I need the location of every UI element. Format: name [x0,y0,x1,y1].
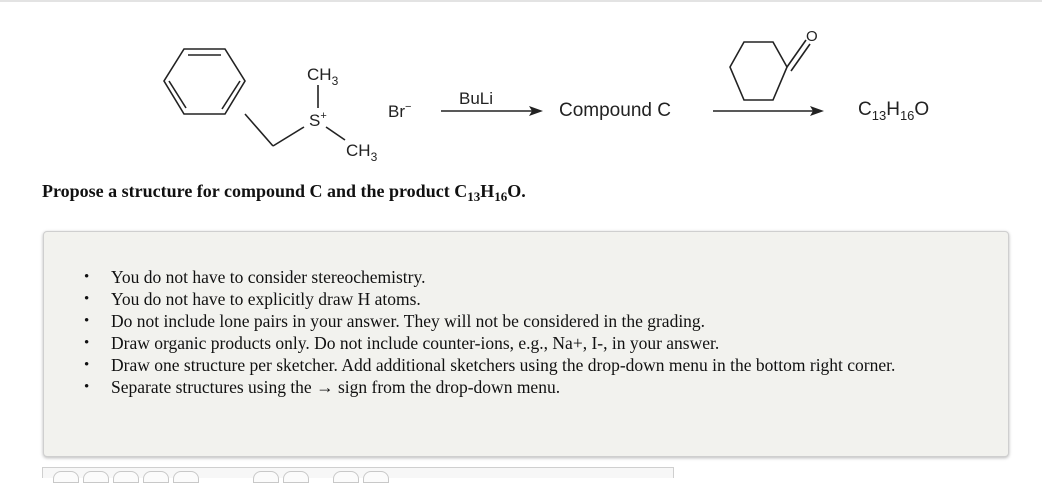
instruction-item [44,289,984,310]
methyl-bottom-label: $CH_3$ [346,141,378,164]
reaction-scheme [0,0,1042,170]
cyclohexanone-icon [730,40,810,100]
methyl-top-label: $CH_3$ [307,65,339,88]
reagent-1-label: BuLi [459,89,494,108]
sketcher-tool-button[interactable] [143,471,169,483]
sketcher-toolbar[interactable] [42,467,674,478]
sketcher-tool-button[interactable] [333,471,359,483]
bullet-icon: • [84,335,90,351]
instruction-item [44,355,984,376]
ch2-s-bond [273,127,304,146]
instruction-text: You do not have to explicitly draw H atoms. [111,289,421,309]
bullet-icon: • [84,357,90,373]
instruction-text: Do not include lone pairs in your answer. They will not be considered in the grading. [111,311,706,331]
instruction-text: Draw one structure per sketcher. Add additional sketchers using the drop-down menu in the bottom right corner. [111,355,896,375]
instruction-item [44,333,984,354]
sketcher-tool-button[interactable] [253,471,279,483]
sketcher-tool-button[interactable] [173,471,199,483]
prompt-formula-c-sub: 13 [467,189,481,204]
bullet-icon: • [84,291,90,307]
carbonyl-oxygen-label: O [806,28,818,45]
question-prompt [42,181,526,202]
intermediate-label: Compound C [559,100,671,121]
instruction-item [44,311,984,332]
bromide-label: Br− [388,101,412,121]
sulfonium-label: S+ [309,110,327,130]
prompt-formula-o: O. [507,181,526,201]
instructions-panel [43,231,1009,457]
sketcher-tool-button[interactable] [113,471,139,483]
prompt-text: Propose a structure for compound C and the product [42,181,455,201]
instruction-text: You do not have to consider stereochemistry. [111,267,426,287]
benzylic-bond [245,114,273,146]
sketcher-tool-button[interactable] [83,471,109,483]
instruction-item [44,377,984,398]
prompt-formula-h-sub: 16 [494,189,508,204]
instruction-text: Draw organic products only. Do not include counter-ions, e.g., Na+, I-, in your answer. [111,333,720,353]
bullet-icon: • [84,379,90,395]
prompt-formula-h: H [480,181,495,201]
product-formula-label: $C_{13}H_{16}O$ [858,99,930,123]
instructions-list [44,267,984,399]
instruction-item [44,267,984,288]
instruction-text: Separate structures using the → sign from the drop-down menu. [111,377,561,397]
bullet-icon: • [84,269,90,285]
sketcher-tool-button[interactable] [363,471,389,483]
benzene-ring [164,49,245,114]
sketcher-tool-button[interactable] [283,471,309,483]
prompt-formula-c: C [454,181,468,201]
sketcher-tool-button[interactable] [53,471,79,483]
bullet-icon: • [84,313,90,329]
s-methyl-bottom-bond [326,127,345,140]
